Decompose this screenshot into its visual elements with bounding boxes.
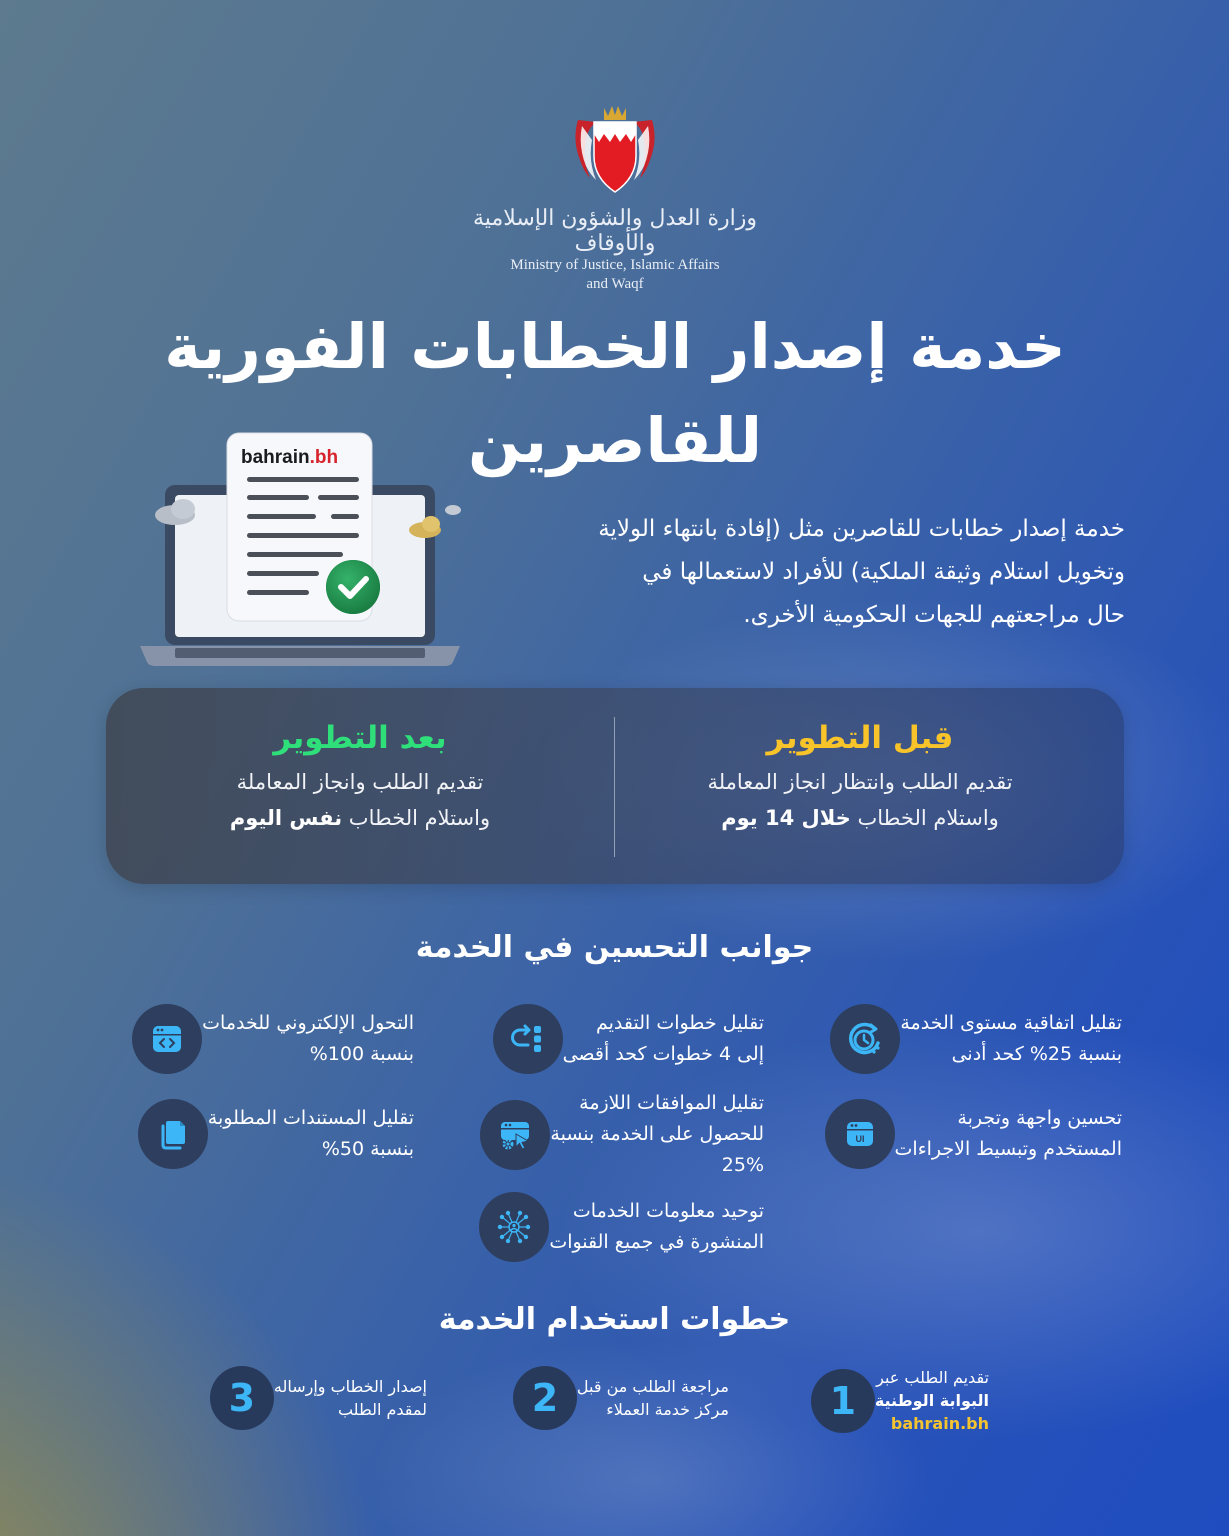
improvement-line: 25% — [721, 1154, 764, 1176]
page-title-line1: خدمة إصدار الخطابات الفورية — [164, 310, 1066, 383]
before-line2-prefix: واستلام الخطاب — [857, 806, 999, 830]
improvement-item — [479, 1004, 764, 1074]
improvement-line: تحسين واجهة وتجربة — [957, 1107, 1122, 1129]
step-number: 3 — [210, 1366, 274, 1430]
before-line1: تقديم الطلب وانتظار انجاز المعاملة — [707, 770, 1013, 794]
before-duration: خلال 14 يوم — [721, 806, 851, 830]
improvement-line: للحصول على الخدمة بنسبة — [550, 1123, 764, 1145]
comparison-divider — [614, 717, 615, 857]
before-line2 — [640, 800, 1080, 836]
step-line: مراجعة الطلب من قبل — [576, 1377, 729, 1396]
step-item-2 — [503, 1366, 729, 1430]
svg-text:bahrain.bh: bahrain.bh — [241, 447, 339, 468]
browser-code-icon — [132, 1004, 202, 1074]
before-title: قبل التطوير — [766, 720, 954, 756]
ui-window-icon — [825, 1099, 895, 1169]
brand-tld: .bh — [309, 447, 339, 468]
improvement-line: تقليل المستندات المطلوبة — [207, 1107, 414, 1129]
improvement-line: المستخدم وتبسيط الاجراءات — [894, 1138, 1122, 1160]
ministry-name-english-line1: Ministry of Justice, Islamic Affairs — [510, 257, 720, 273]
page-title-line2: للقاصرين — [467, 404, 763, 477]
svg-text:UI: UI — [855, 1134, 865, 1144]
settings-cursor-icon — [480, 1100, 550, 1170]
improvement-item — [465, 1192, 764, 1262]
after-title: بعد التطوير — [273, 720, 447, 756]
service-description — [470, 508, 1125, 637]
step-line: إصدار الخطاب وإرساله — [273, 1377, 427, 1396]
clock-refresh-icon — [830, 1004, 900, 1074]
improvement-line: التحول الإلكتروني للخدمات — [202, 1012, 414, 1034]
portal-link[interactable]: bahrain.bh — [890, 1414, 989, 1433]
improvement-line: تقليل الموافقات اللازمة — [579, 1092, 764, 1114]
improvement-item — [118, 1004, 414, 1074]
national-portal-label: البوابة الوطنية — [874, 1391, 989, 1410]
after-line1: تقديم الطلب وانجاز المعاملة — [236, 770, 484, 794]
step-line — [875, 1389, 989, 1412]
improvement-line: إلى 4 خطوات كحد أقصى — [562, 1043, 764, 1065]
bahrain-emblem-icon — [570, 100, 660, 200]
ministry-header — [470, 100, 760, 294]
improvement-item — [811, 1099, 1122, 1169]
step-line: تقديم الطلب عبر — [876, 1368, 989, 1387]
description-line3: حال مراجعتهم للجهات الحكومية الأخرى. — [743, 602, 1125, 628]
improvement-line: بنسبة 25% كحد أدنى — [951, 1043, 1122, 1065]
improvement-item — [816, 1004, 1122, 1074]
improvement-item — [466, 1088, 764, 1181]
step-item-1 — [801, 1366, 989, 1435]
improvement-line: تقليل خطوات التقديم — [595, 1012, 764, 1034]
after-line2 — [140, 800, 580, 836]
step-number: 2 — [513, 1366, 577, 1430]
improvement-line: توحيد معلومات الخدمات — [572, 1200, 764, 1222]
step-line: مركز خدمة العملاء — [606, 1400, 729, 1419]
after-duration: نفس اليوم — [229, 806, 343, 830]
network-user-icon — [479, 1192, 549, 1262]
after-development-column — [140, 712, 580, 836]
improvements-title: جوانب التحسين في الخدمة — [415, 930, 814, 965]
step-line: لمقدم الطلب — [337, 1400, 427, 1419]
improvement-line: المنشورة في جميع القنوات — [549, 1231, 764, 1253]
improvement-line: بنسبة 50% — [321, 1138, 414, 1160]
improvement-line: بنسبة 100% — [309, 1043, 414, 1065]
step-number: 1 — [811, 1369, 875, 1433]
ministry-name-arabic: وزارة العدل والشؤون الإسلامية والأوقاف — [473, 206, 757, 256]
improvement-item — [124, 1099, 414, 1169]
steps-flow-icon — [493, 1004, 563, 1074]
ministry-name-english-line2: and Waqf — [586, 276, 644, 292]
steps-title: خطوات استخدام الخدمة — [438, 1302, 791, 1337]
laptop-document-check-icon — [135, 430, 465, 670]
after-line2-prefix: واستلام الخطاب — [348, 806, 491, 830]
documents-icon — [138, 1099, 208, 1169]
step-item-3 — [200, 1366, 427, 1430]
before-development-column — [640, 712, 1080, 836]
description-line1: خدمة إصدار خطابات للقاصرين مثل (إفادة بانتهاء الولاية — [598, 516, 1125, 542]
improvement-line: تقليل اتفاقية مستوى الخدمة — [900, 1012, 1122, 1034]
description-line2: وتخويل استلام وثيقة الملكية) للأفراد لاستعمالها في — [642, 559, 1125, 585]
